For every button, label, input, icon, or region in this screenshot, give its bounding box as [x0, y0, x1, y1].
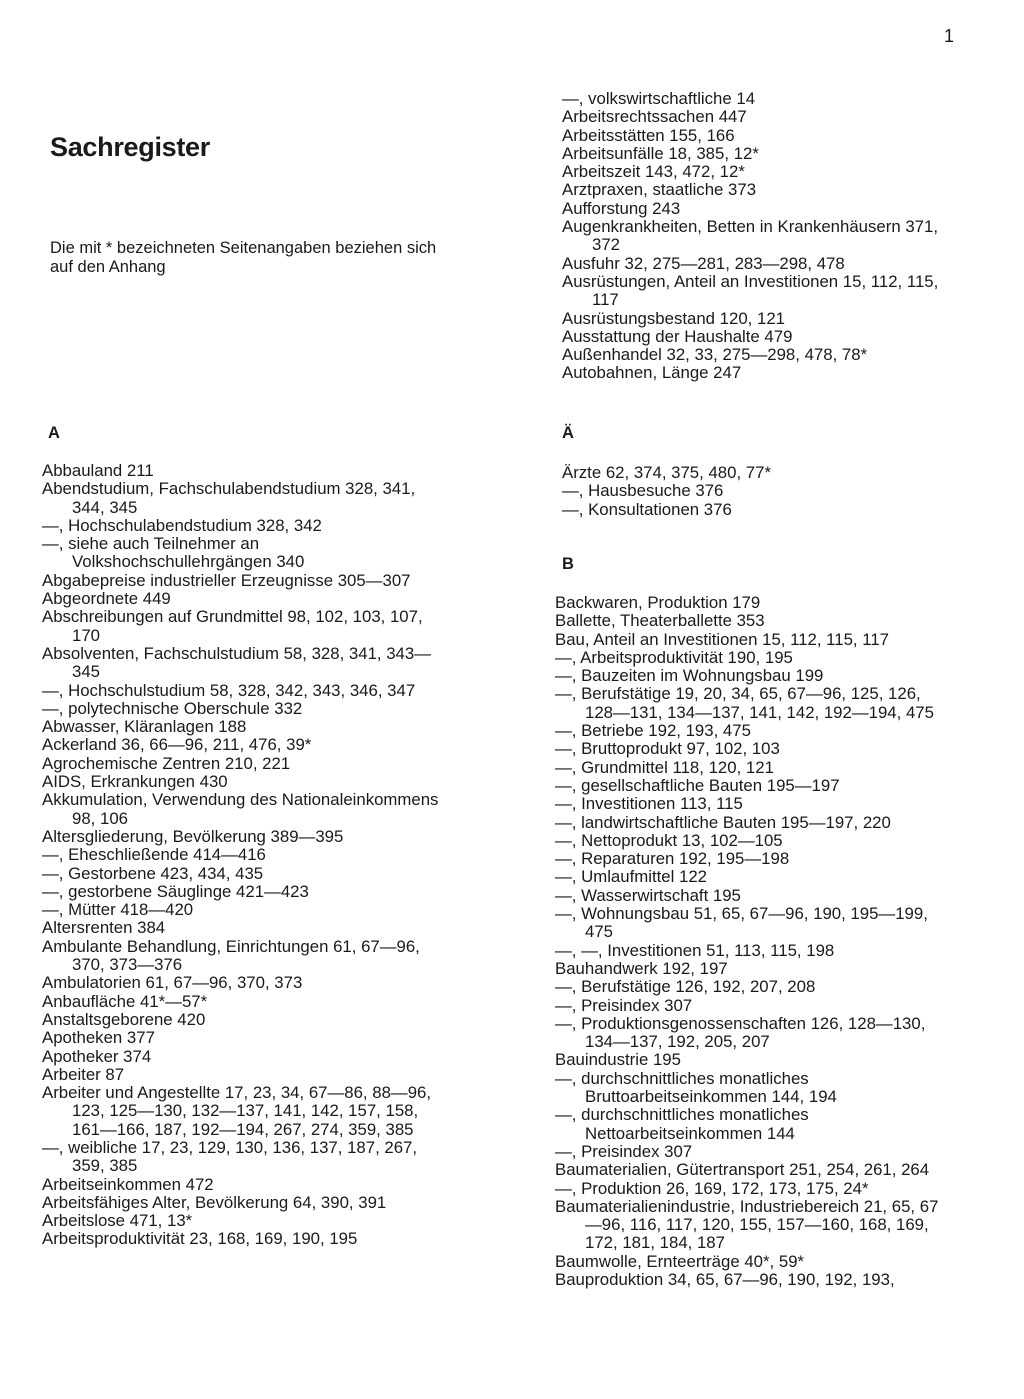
index-entry: Außenhandel 32, 33, 275—298, 478, 78* — [562, 345, 868, 365]
index-entry: Arbeitslose 471, 13* — [42, 1211, 193, 1231]
index-entry: Apotheken 377 — [42, 1028, 155, 1048]
index-entry: Abgeordnete 449 — [42, 589, 171, 609]
index-entry: —, Hochschulabendstudium 328, 342 — [42, 515, 322, 535]
index-entry: —, gesellschaftliche Bauten 195—197 — [555, 775, 840, 795]
index-entry: —, volkswirtschaftliche 14 — [562, 89, 756, 108]
index-entry: —, landwirtschaftliche Bauten 195—197, 220 — [555, 812, 891, 832]
section-header-a: A — [48, 424, 60, 442]
index-entry: —, Produktion 26, 169, 172, 173, 175, 24* — [555, 1178, 869, 1198]
index-entry: Ackerland 36, 66—96, 211, 476, 39* — [42, 735, 312, 755]
index-entry: Abwasser, Kläranlagen 188 — [42, 717, 247, 737]
index-entry: Arbeitszeit 143, 472, 12* — [562, 162, 745, 182]
page-title: Sachregister — [50, 132, 210, 162]
index-entry: Baumwolle, Ernteerträge 40*, 59* — [555, 1251, 805, 1271]
index-entry: —, —, Investitionen 51, 113, 115, 198 — [555, 940, 835, 960]
index-entry: Backwaren, Produktion 179 — [555, 593, 761, 612]
index-entry: Ambulante Behandlung, Einrichtungen 61, 67—96, 370, 373—376 — [42, 936, 420, 975]
index-entry: —, Preisindex 307 — [555, 1141, 693, 1161]
index-entry: —, siehe auch Teilnehmer an Volkshochschullehrgängen 340 — [42, 534, 305, 572]
section-header-b: B — [562, 555, 574, 573]
index-entry: Abendstudium, Fachschulabendstudium 328, 341, 344, 345 — [42, 479, 416, 517]
index-entry: Akkumulation, Verwendung des Nationaleinkommens 98, 106 — [42, 790, 439, 828]
index-entry: Altersrenten 384 — [42, 918, 166, 938]
index-entry: Abschreibungen auf Grundmittel 98, 102, 103, 107, 170 — [42, 607, 423, 645]
index-entry: —, Berufstätige 19, 20, 34, 65, 67—96, 125, 126, 128—131, 134—137, 141, 142, 192—194, 475 — [555, 684, 934, 722]
index-entry: —, Umlaufmittel 122 — [555, 867, 708, 887]
index-entry: Arbeitseinkommen 472 — [42, 1174, 214, 1194]
index-entry: —, Gestorbene 423, 434, 435 — [42, 863, 264, 883]
index-entry: —, Berufstätige 126, 192, 207, 208 — [555, 977, 816, 997]
index-entry: —, gestorbene Säuglinge 421—423 — [42, 881, 309, 901]
index-entry: Abgabepreise industrieller Erzeugnisse 305—307 — [42, 570, 411, 590]
index-entry: Arbeitsproduktivität 23, 168, 169, 190, 195 — [42, 1229, 358, 1249]
index-entry: —, polytechnische Oberschule 332 — [42, 698, 303, 718]
index-entry: Arbeitsunfälle 18, 385, 12* — [562, 143, 759, 163]
section-header-ae: Ä — [562, 424, 574, 442]
index-entry: —, Eheschließende 414—416 — [42, 845, 266, 865]
index-entry: Ausstattung der Haushalte 479 — [562, 326, 793, 346]
index-entry: —, weibliche 17, 23, 129, 130, 136, 137, 187, 267, 359, 385 — [42, 1137, 418, 1176]
index-entry: —, Preisindex 307 — [555, 995, 693, 1015]
index-entry: —, Arbeitsproduktivität 190, 195 — [555, 647, 793, 667]
index-column-b — [555, 594, 953, 1289]
index-entry: Arbeitsstätten 155, 166 — [562, 125, 735, 145]
index-entry: —, Produktionsgenossenschaften 126, 128—130, 134—137, 192, 205, 207 — [555, 1013, 926, 1052]
index-entry: Altersgliederung, Bevölkerung 389—395 — [42, 826, 344, 846]
index-entry: —, Bauzeiten im Wohnungsbau 199 — [555, 666, 824, 686]
index-entry: Ambulatorien 61, 67—96, 370, 373 — [42, 973, 303, 993]
index-entry: —, Reparaturen 192, 195—198 — [555, 849, 790, 869]
index-entry: —, Hochschulstudium 58, 328, 342, 343, 346, 347 — [42, 680, 416, 700]
index-entry: Ausrüstungen, Anteil an Investitionen 15, 112, 115, 117 — [562, 271, 939, 310]
index-entry: Augenkrankheiten, Betten in Krankenhäusern 371, 372 — [562, 217, 938, 255]
index-entry: Ausrüstungsbestand 120, 121 — [562, 308, 785, 328]
asterisk-note: Die mit * bezeichneten Seitenangaben beziehen sich auf den Anhang — [50, 239, 437, 276]
index-entry: Baumaterialien, Gütertransport 251, 254, 261, 264 — [555, 1160, 930, 1180]
index-entry: —, durchschnittliches monatliches Nettoarbeitseinkommen 144 — [555, 1105, 809, 1143]
index-entry: —, Wohnungsbau 51, 65, 67—96, 190, 195—199, 475 — [555, 904, 928, 942]
index-entry: —, Wasserwirtschaft 195 — [555, 885, 741, 905]
index-entry: Bauproduktion 34, 65, 67—96, 190, 192, 193, — [555, 1269, 895, 1289]
index-entry: Apotheker 374 — [42, 1046, 152, 1066]
index-entry: —, Hausbesuche 376 — [562, 481, 724, 501]
index-entry: —, Nettoprodukt 13, 102—105 — [555, 830, 783, 850]
index-entry: —, Mütter 418—420 — [42, 900, 194, 920]
index-column-right-top — [562, 90, 954, 383]
index-entry: Arbeitsfähiges Alter, Bevölkerung 64, 390, 391 — [42, 1192, 387, 1212]
index-entry: —, Betriebe 192, 193, 475 — [555, 721, 751, 741]
index-column-ae — [562, 464, 954, 519]
index-entry: Anstaltsgeborene 420 — [42, 1009, 206, 1029]
page-number: 1 — [944, 26, 955, 46]
index-entry: Arbeitsrechtssachen 447 — [562, 107, 747, 127]
index-entry: Bauhandwerk 192, 197 — [555, 958, 728, 978]
index-entry: —, Investitionen 113, 115 — [555, 794, 743, 814]
index-column-a — [42, 462, 440, 1249]
index-entry: Ballette, Theaterballette 353 — [555, 611, 765, 631]
index-entry: —, durchschnittliches monatliches Bruttoarbeitseinkommen 144, 194 — [555, 1068, 837, 1107]
index-entry: Arbeiter und Angestellte 17, 23, 34, 67—86, 88—96, 123, 125—130, 132—137, 141, 142, 157, 158, 161—166, 187, 192—194, 267, 274, 359, 385 — [42, 1083, 432, 1139]
index-entry: Autobahnen, Länge 247 — [562, 363, 742, 383]
index-entry: Arztpraxen, staatliche 373 — [562, 180, 757, 200]
index-entry: —, Konsultationen 376 — [562, 499, 732, 519]
index-entry: —, Bruttoprodukt 97, 102, 103 — [555, 739, 780, 759]
index-entry: Absolventen, Fachschulstudium 58, 328, 341, 343—345 — [42, 643, 432, 682]
index-entry: Anbaufläche 41*—57* — [42, 991, 208, 1011]
index-entry: Agrochemische Zentren 210, 221 — [42, 753, 291, 773]
index-entry: Ausfuhr 32, 275—281, 283—298, 478 — [562, 253, 845, 273]
index-entry: Abbauland 211 — [42, 461, 154, 480]
index-entry: Arbeiter 87 — [42, 1064, 125, 1084]
index-entry: AIDS, Erkrankungen 430 — [42, 772, 228, 792]
index-entry: Aufforstung 243 — [562, 198, 681, 218]
index-entry: Ärzte 62, 374, 375, 480, 77* — [562, 463, 771, 482]
index-entry: Bau, Anteil an Investitionen 15, 112, 115, 117 — [555, 629, 890, 649]
index-entry: Bauindustrie 195 — [555, 1050, 681, 1070]
index-entry: Baumaterialienindustrie, Industriebereich 21, 65, 67—96, 116, 117, 120, 155, 157—160, 168, 169, 172, 181, 184, 187 — [555, 1196, 939, 1253]
index-entry: —, Grundmittel 118, 120, 121 — [555, 757, 774, 777]
